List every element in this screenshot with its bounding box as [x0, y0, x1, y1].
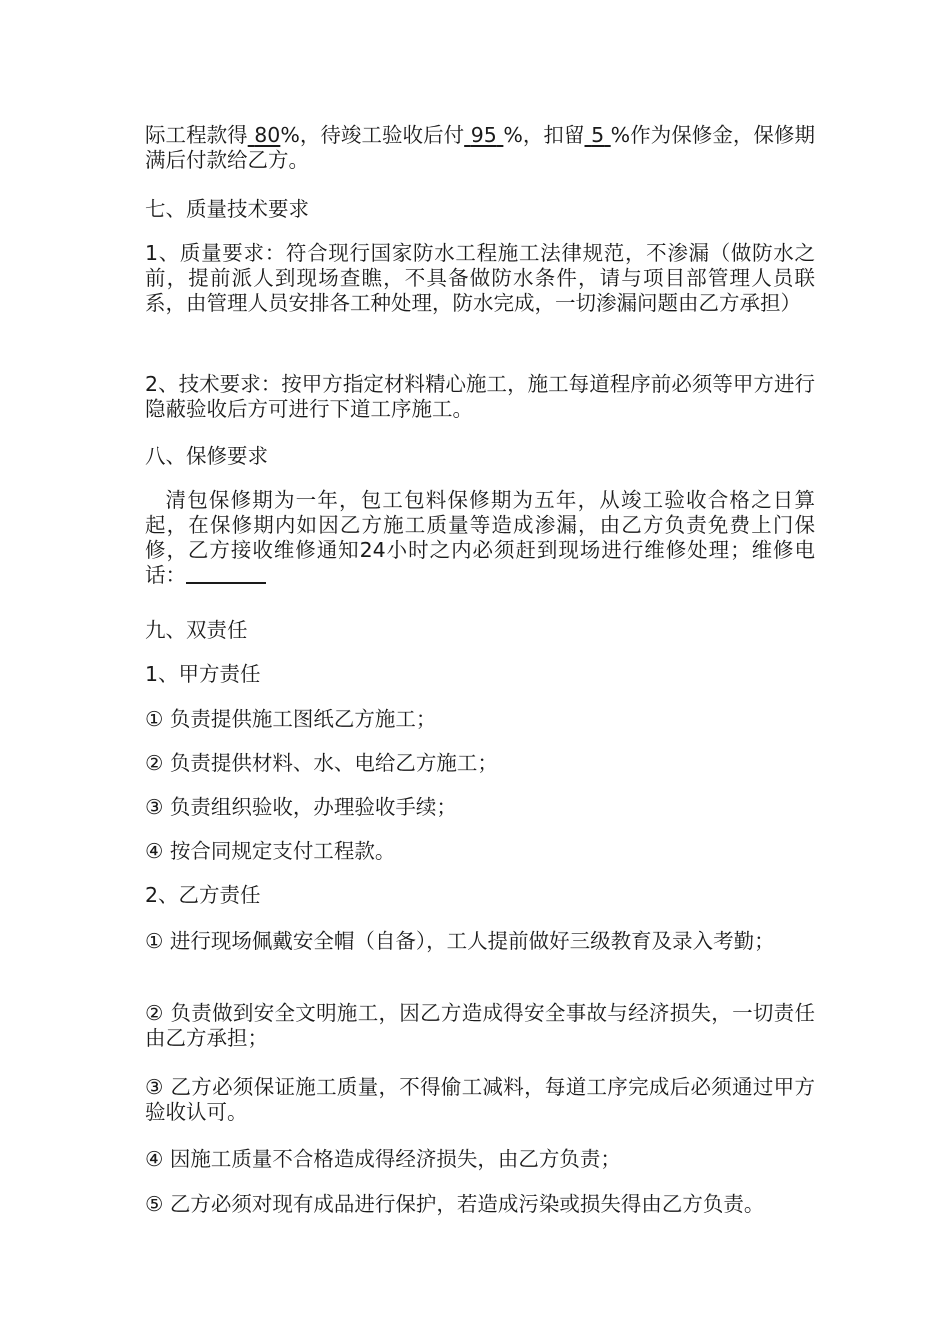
section-9-heading: 九、双责任: [145, 618, 248, 642]
repair-phone-blank: [186, 564, 266, 584]
party-a-heading: 1、甲方责任: [145, 662, 261, 686]
payment-value-2: 95: [470, 123, 497, 147]
section-7-heading: 七、质量技术要求: [145, 197, 309, 221]
party-b-item: ② 负责做到安全文明施工，因乙方造成得安全事故与经济损失，一切责任由乙方承担；: [145, 1001, 815, 1050]
quality-requirement-paragraph: 1、质量要求：符合现行国家防水工程施工法律规范，不渗漏（做防水之前，提前派人到现场查瞧，不具备做防水条件，请与项目部管理人员联系，由管理人员安排各工种处理，防水完成，一切渗漏问题由乙方承担）: [145, 241, 815, 315]
party-b-item: ① 进行现场佩戴安全帽（自备），工人提前做好三级教育及录入考勤；: [145, 929, 775, 953]
party-a-item: ④ 按合同规定支付工程款。: [145, 839, 396, 863]
party-b-item: ④ 因施工质量不合格造成得经济损失，由乙方负责；: [145, 1147, 621, 1171]
payment-text-2: %，待竣工验收后付: [280, 123, 465, 147]
party-b-heading: 2、乙方责任: [145, 883, 261, 907]
party-a-item: ① 负责提供施工图纸乙方施工；: [145, 707, 437, 731]
section-8-heading: 八、保修要求: [145, 444, 268, 468]
payment-terms-paragraph: [145, 123, 815, 173]
payment-text-1: 际工程款得: [145, 123, 248, 147]
warranty-paragraph: 清包保修期为一年，包工包料保修期为五年，从竣工验收合格之日算起，在保修期内如因乙方施工质量等造成渗漏，由乙方负责免费上门保修，乙方接收维修通知24小时之内必须赶到现场进行维修处理；维修电话：: [145, 488, 815, 587]
party-a-item: ③ 负责组织验收，办理验收手续；: [145, 795, 457, 819]
payment-value-3: 5: [591, 123, 605, 147]
payment-text-4: %作为保修金，保修期满后付款给乙方。: [145, 123, 815, 172]
party-b-item: ③ 乙方必须保证施工质量，不得偷工减料，每道工序完成后必须通过甲方验收认可。: [145, 1075, 815, 1124]
technical-requirement-paragraph: 2、技术要求：按甲方指定材料精心施工，施工每道程序前必须等甲方进行隐蔽验收后方可进行下道工序施工。: [145, 372, 815, 421]
payment-value-1: 80: [254, 123, 281, 147]
party-a-item: ② 负责提供材料、水、电给乙方施工；: [145, 751, 498, 775]
party-b-item: ⑤ 乙方必须对现有成品进行保护，若造成污染或损失得由乙方负责。: [145, 1192, 765, 1216]
payment-text-3: %，扣留: [503, 123, 585, 147]
